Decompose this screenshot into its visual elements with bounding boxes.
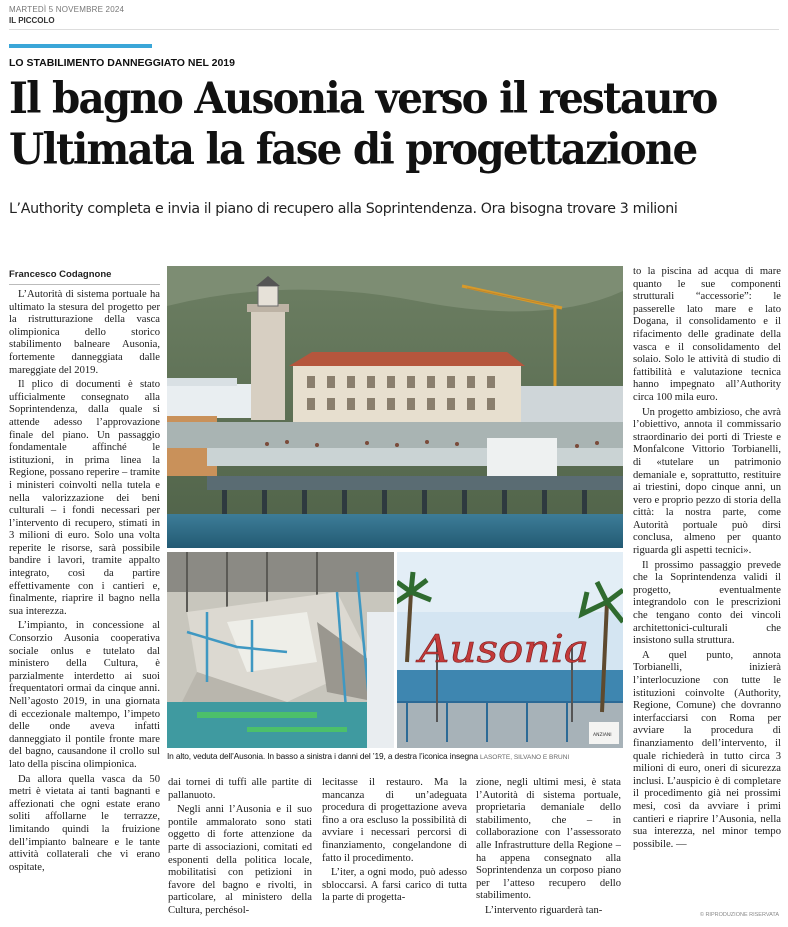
article-column-2 (168, 777, 312, 917)
paragraph: L’Autorità di sistema portuale ha ultimato la stesura del progetto per la ristrutturazione della vasca olimpionica dello storico stabilimento balneare Ausonia, fortemente danneggiata dalle mareggiate del 2019. (9, 289, 160, 376)
sign-brand-label: ANZIANI (593, 733, 612, 738)
photo-storm-damage (167, 552, 394, 748)
paragraph: dai tornei di tuffi alle partite di pallanuoto. (168, 777, 312, 801)
photo-storm-damage-illustration (167, 552, 394, 748)
article-column-4 (476, 777, 621, 917)
article-headline (9, 74, 738, 176)
caption-text: In alto, veduta dell’Ausonia. In basso a sinistra i danni del ’19, a destra l’iconica insegna (167, 751, 479, 761)
article-byline: Francesco Codagnone (9, 269, 160, 285)
section-accent-bar (9, 44, 152, 48)
headline-line-2: Ultimata la fase di progettazione (9, 125, 697, 175)
paragraph: zione, negli ultimi mesi, è stata l’Autorità di sistema portuale, proprietaria demaniale dello stabilimento, che – in collaborazione con l’assessorato alle Infrastrutture della Regione – ha appena consegnato alla Soprintendenza un corposo piano per l’atteso recupero dello stabilimento. (476, 777, 621, 902)
photo-ausonia-view (167, 266, 623, 548)
photo-ausonia-view-illustration (167, 266, 623, 548)
article-subhead: L’Authority completa e invia il piano di recupero alla Soprintendenza. Ora bisogna trovare 3 milioni (9, 201, 678, 217)
paragraph: to la piscina ad acqua di mare quanto le sue componenti strutturali “accessorie”: le passerelle lato mare e lato Dogana, il consolidamento e il rifacimento delle gradinate della vasca e il consolidamento del solaio. Solo le attività di studio di fattibilità e valutazione tecnica hanno impegnato all’Authority circa 100 mila euro. (633, 266, 781, 403)
paragraph: Negli anni l’Ausonia e il suo pontile ammalorato sono stati oggetto di forte attenzione da parte di associazioni, comitati ed esponenti della politica locale, mobilitatisi con petizioni in favore del bagno e rivolti, in particolare, al ministero della Cultura, perchésol- (168, 804, 312, 916)
paragraph: L’intervento riguarderà tan- (485, 904, 603, 916)
photo-caption (167, 751, 623, 761)
article-kicker: LO STABILIMENTO DANNEGGIATO NEL 2019 (9, 57, 235, 69)
masthead-divider (9, 29, 779, 30)
article-column-3 (322, 777, 467, 917)
paragraph: Il plico di documenti è stato ufficialmente consegnato alla Soprintendenza, dalla quale si attende adesso l’approvazione finale del piano. Un passaggio fondamentale affinché le istituzioni, in prima linea la Regione, possano reperire – tramite i ministeri coinvolti nella tutela e nella valorizzazione dei beni culturali – i fondi necessari per l’intervento di recupero, stimati in 3 milioni di euro. Solo una volta reperite le risorse, sarà possibile bandire i lavori, tramite appalto integrato, così da partire effettivamente con i cantieri e, finalmente, riaprire il bagno nella sua interezza. (9, 379, 160, 617)
masthead-paper: IL PICCOLO (9, 16, 55, 25)
paragraph: Il prossimo passaggio prevede che la Soprintendenza validi il progetto, eventualmente integrandolo con le prescrizioni che tengano conto dei vincoli architettonici-culturali che insistono sulla struttura. (633, 559, 781, 647)
paragraph: Da allora quella vasca da 50 metri è vietata ai tanti bagnanti e affezionati che ogni estate erano soliti affollarne le terrazze, limitando quindi la fruizione dell’impianto balneare e le tante attività collaterali che vi erano ospitate, (9, 773, 160, 873)
article-column-5 (633, 266, 781, 908)
masthead-date: MARTEDÌ 5 NOVEMBRE 2024 (9, 5, 125, 14)
copyright-notice: © RIPRODUZIONE RISERVATA (699, 912, 779, 918)
paragraph: Un progetto ambizioso, che avrà l’obiettivo, annota il commissario straordinario dei porti di Trieste e Monfalcone Vittorio Torbianelli, di «tutelare un patrimonio demaniale e, soprattutto, restituire ai triestini, dopo cinque anni, un vero e proprio pezzo di storia della città: la nostra parte, come Autorità portuale può dirsi conclusa, almeno per quanto riguarda gli aspetti tecnici». (633, 406, 781, 557)
article-column-1 (9, 289, 160, 914)
paragraph: lecitasse il restauro. Ma la mancanza di un’adeguata procedura di progettazione aveva fino a ora escluso la possibilità di avviare i necessari percorsi di finanziamento, congelandone di fatto il procedimento. (322, 777, 467, 864)
paragraph: L’impianto, in concessione al Consorzio Ausonia cooperativa sociale onlus e tutelato dal ministero della Cultura, è parzialmente interdetto ai suoi frequentatori ormai da cinque anni. Nell’agosto 2019, in una giornata di eccezionale maltempo, l’impeto delle onde aveva infatti danneggiato il pontile fronte mare del bagno, causandone il crollo sul lato della piscina olimpionica. (9, 620, 160, 770)
paragraph: A quel punto, annota Torbianelli, inizierà l’interlocuzione con tutte le istituzioni coinvolte (Authority, Regione, Comune) che dovranno interfacciarsi con Roma per avviare la procedura di finanziamento dell’intervento, il quale richiederà in tutto circa 3 milioni di euro, oneri di sicurezza inclusi. L’auspicio è di completare il procedimento già nei prossimi mesi, così da avviare i primi cantieri e riaprire l’Ausonia, nella sua interezza, nel minor tempo possibile. — (633, 649, 781, 850)
photo-ausonia-sign (397, 552, 623, 748)
headline-line-1: Il bagno Ausonia verso il restauro (9, 74, 717, 124)
photo-ausonia-sign-illustration (397, 552, 623, 748)
paragraph: L’iter, a ogni modo, può adesso sbloccarsi. A farsi carico di tutta la parte di progetta- (322, 867, 467, 904)
photo-credit: LASORTE, SILVANO E BRUNI (480, 754, 570, 761)
sign-ausonia-text: Ausonia (415, 627, 589, 671)
